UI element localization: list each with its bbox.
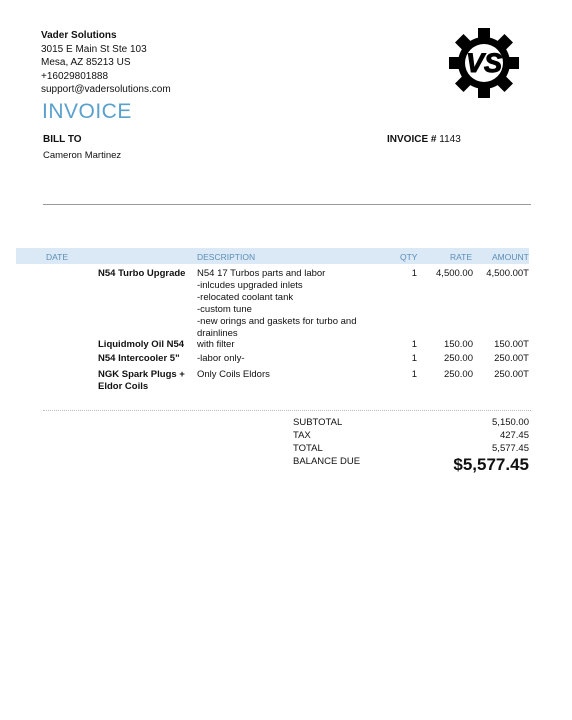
company-logo (443, 28, 525, 98)
row-item: NGK Spark Plugs + Eldor Coils (98, 369, 185, 392)
invoice-number-label: INVOICE # (387, 134, 437, 145)
company-address-line2: Mesa, AZ 85213 US (41, 57, 131, 68)
document-title: INVOICE (42, 100, 132, 123)
row-description: with filter (197, 339, 235, 350)
row-qty: 1 (411, 268, 417, 279)
balance-due-label: BALANCE DUE (293, 456, 361, 467)
row-rate: 4,500.00 (436, 268, 473, 279)
company-phone: +16029801888 (41, 70, 109, 82)
row-rate: 150.00 (443, 339, 473, 350)
invoice-number-value: 1143 (439, 134, 461, 145)
subtotal-label: SUBTOTAL (293, 417, 343, 428)
row-amount: 250.00T (494, 369, 529, 380)
invoice-number (387, 134, 461, 145)
row-item: N54 Intercooler 5" (98, 353, 180, 364)
row-description: Only Coils Eldors (197, 369, 270, 380)
row-qty: 1 (411, 353, 417, 364)
row-amount: 4,500.00T (486, 268, 529, 279)
row-amount: 150.00T (494, 339, 529, 350)
col-header-description: DESCRIPTION (197, 252, 256, 262)
row-qty: 1 (411, 369, 417, 380)
bill-to-label: BILL TO (43, 134, 82, 145)
col-header-qty: QTY (400, 252, 418, 262)
total-label: TOTAL (293, 443, 323, 454)
divider-line (43, 204, 531, 205)
company-name: Vader Solutions (41, 30, 117, 41)
bill-to-name: Cameron Martinez (43, 150, 122, 161)
tax-label: TAX (293, 430, 311, 441)
row-description: -labor only- (197, 353, 245, 364)
subtotal-value: 5,150.00 (492, 417, 529, 428)
company-email: support@vadersolutions.com (41, 84, 171, 95)
row-rate: 250.00 (443, 353, 473, 364)
balance-due-value: $5,577.45 (453, 455, 529, 474)
row-item: Liquidmoly Oil N54 (98, 339, 185, 350)
row-qty: 1 (411, 339, 417, 350)
company-block (41, 29, 171, 97)
logo-lettering: VS (465, 48, 503, 78)
row-amount: 250.00T (494, 353, 529, 364)
col-header-amount: AMOUNT (492, 252, 529, 262)
row-item: N54 Turbo Upgrade (98, 268, 186, 279)
total-value: 5,577.45 (492, 443, 529, 454)
row-rate: 250.00 (443, 369, 473, 380)
dotted-divider (43, 410, 531, 411)
row-description: N54 17 Turbos parts and labor -inlcudes upgraded inlets -relocated coolant tank -custom tune -new orings and gaskets for turbo and drainlines (197, 268, 357, 339)
company-address-line1: 3015 E Main St Ste 103 (41, 43, 147, 55)
col-header-date: DATE (46, 252, 69, 262)
tax-value: 427.45 (499, 430, 529, 441)
col-header-rate: RATE (450, 252, 473, 262)
